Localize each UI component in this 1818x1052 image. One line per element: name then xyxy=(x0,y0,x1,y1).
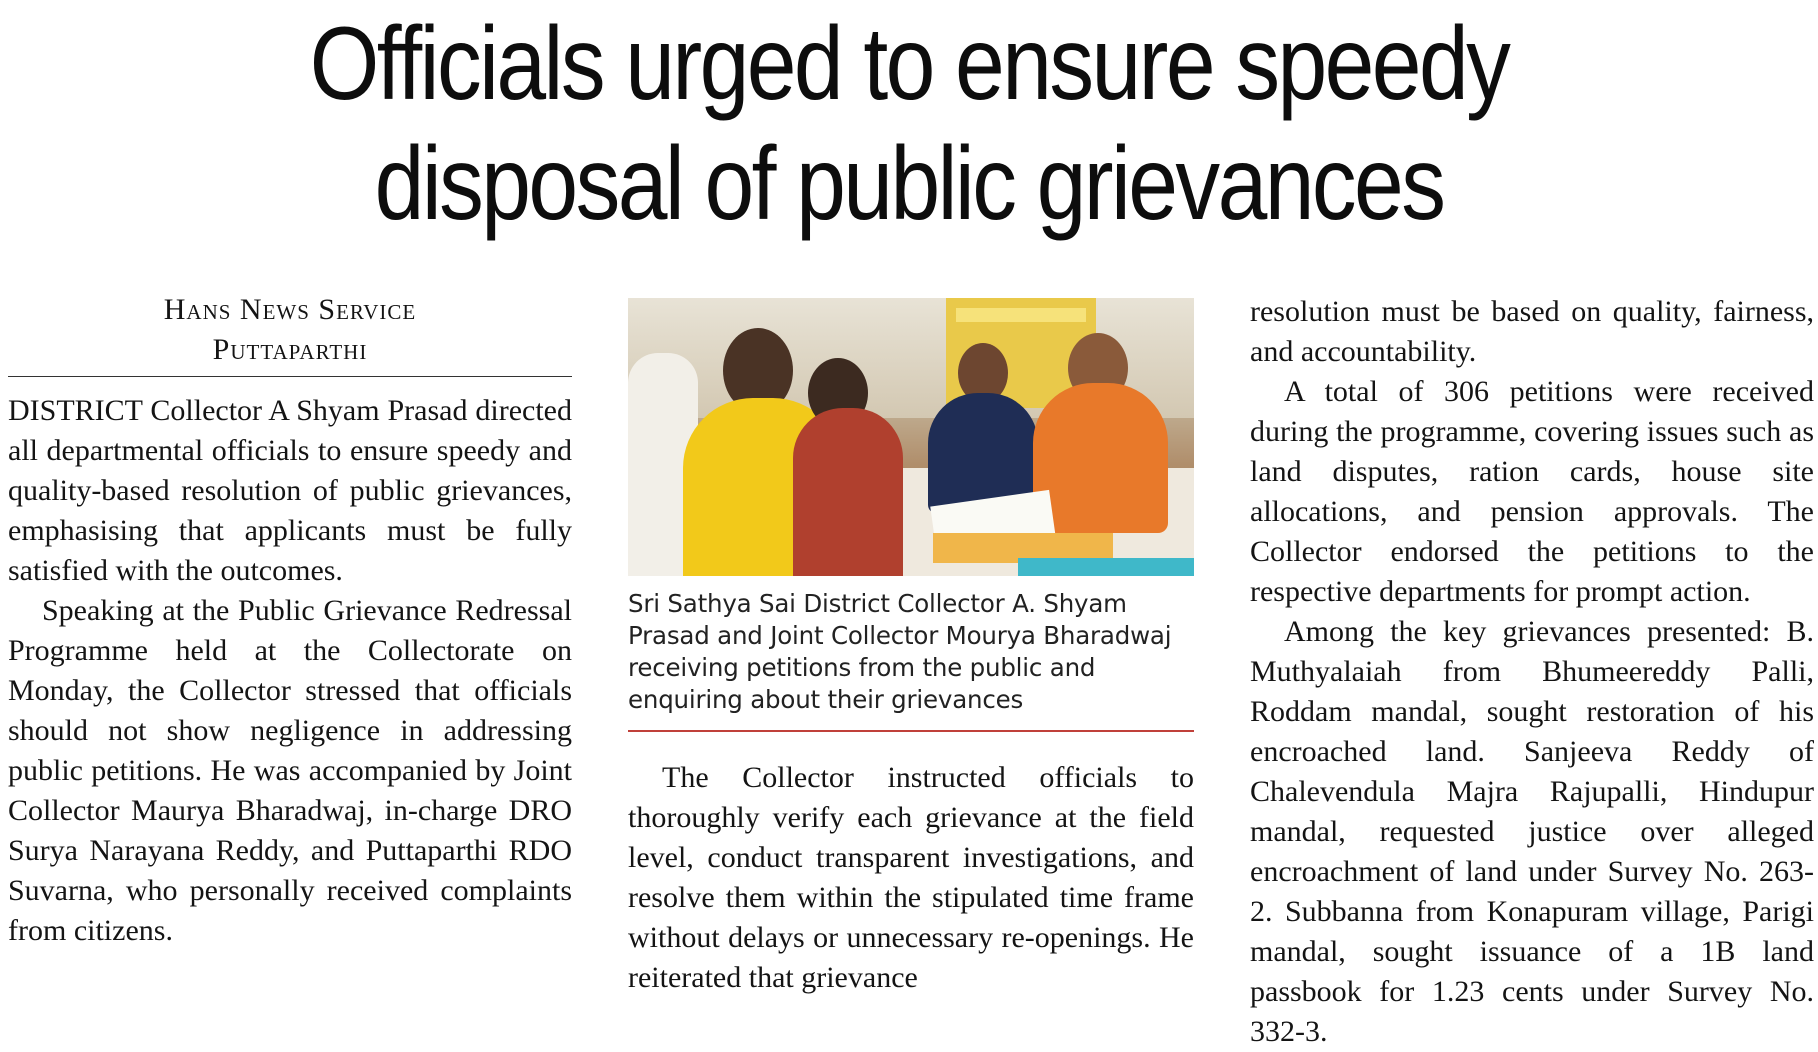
photo-person-petitioner-red xyxy=(793,408,903,576)
column-1 xyxy=(8,290,572,951)
paragraph-2: Speaking at the Public Grievance Redressal Programme held at the Collectorate on Monday, the Collector stressed that officials should not show negligence in addressing public petitions. He was accompanied by Joint Collector Maurya Bharadwaj, in-charge DRO Surya Narayana Reddy, and Puttaparthi RDO Suvarna, who personally received complaints from citizens. xyxy=(8,594,572,947)
byline-location: Puttaparthi xyxy=(212,333,368,366)
photo-person-collector xyxy=(1033,383,1168,533)
headline xyxy=(127,4,1690,244)
photo-tray-blue xyxy=(1018,558,1194,576)
photo-banner-stripe xyxy=(956,308,1086,322)
paragraph-4: resolution must be based on quality, fairness, and accountability. xyxy=(1250,295,1814,368)
paragraph-5: A total of 306 petitions were received during the programme, covering issues such as land disputes, ration cards, house site allocations, and pension approvals. The Collector endorsed the petitions to the respective departments for prompt action. xyxy=(1250,375,1814,608)
byline-divider xyxy=(8,376,572,377)
news-photo xyxy=(628,298,1194,576)
headline-line-1: Officials urged to ensure speedy xyxy=(309,6,1509,122)
headline-line-2: disposal of public grievances xyxy=(374,126,1444,242)
photo-caption: Sri Sathya Sai District Collector A. Shyam Prasad and Joint Collector Mourya Bharadwaj receiving petitions from the public and enquiring about their grievances xyxy=(628,589,1172,714)
caption-divider xyxy=(628,730,1194,732)
byline-agency: Hans News Service xyxy=(163,293,417,326)
paragraph-3: The Collector instructed officials to thoroughly verify each grievance at the field level, conduct transparent investigations, and resolve them within the stipulated time frame without delays or unnecessary re-openings. He reiterated that grievance xyxy=(628,761,1194,994)
paragraph-1: DISTRICT Collector A Shyam Prasad directed all departmental officials to ensure speedy and quality-based resolution of public grievances, emphasising that applicants must be fully satisfied with the outcomes. xyxy=(8,394,572,587)
column-2 xyxy=(628,298,1194,998)
column-3 xyxy=(1250,292,1814,1052)
paragraph-6: Among the key grievances presented: B. Muthyalaiah from Bhumeereddy Palli, Roddam mandal, sought restoration of his encroached land. Sanjeeva Reddy of Chalevendula Majra Rajupalli, Hindupur mandal, requested justice over alleged encroachment of land under Survey No. 263-2. Subbanna from Konapuram village, Parigi mandal, sought issuance of a 1B land passbook for 1.23 cents under Survey No. 332-3. xyxy=(1250,615,1814,1048)
